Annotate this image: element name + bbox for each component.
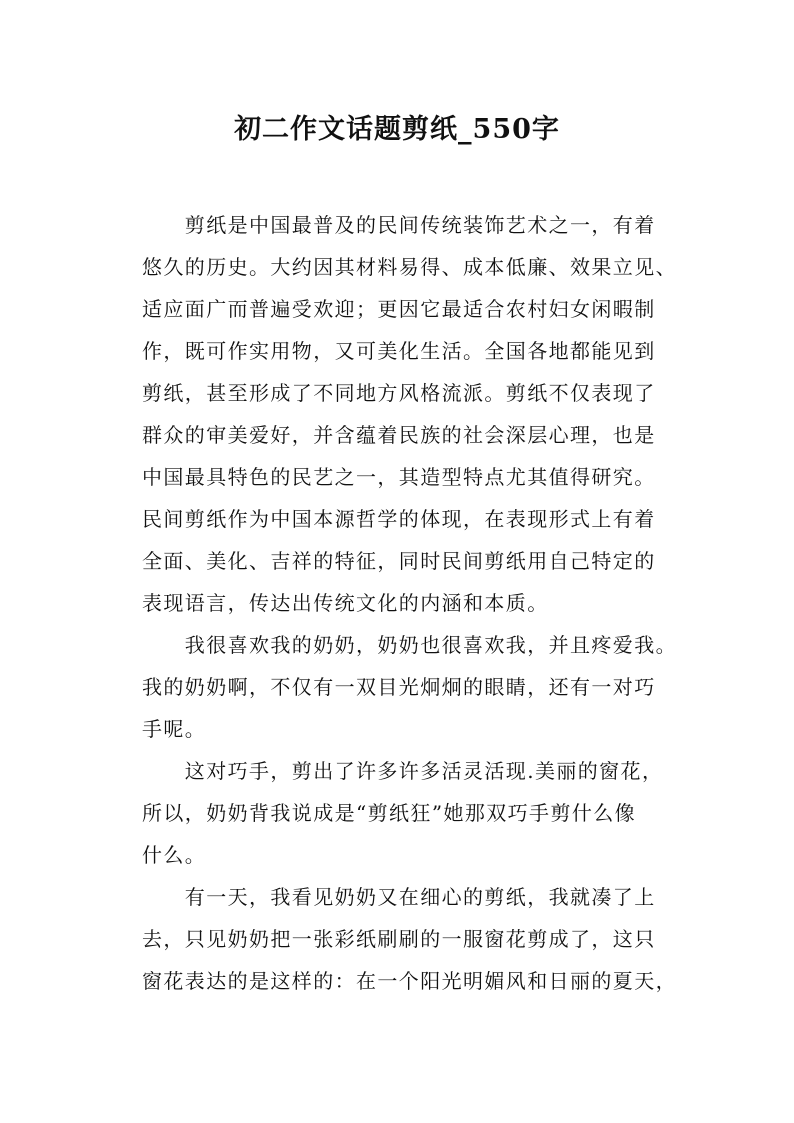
text-line: 我的奶奶啊，不仅有一双目光炯炯的眼睛，还有一对巧	[142, 675, 656, 699]
text-line: 剪纸，甚至形成了不同地方风格流派。剪纸不仅表现了	[142, 381, 656, 405]
text-line: 窗花表达的是这样的：在一个阳光明媚风和日丽的夏天，	[142, 969, 677, 993]
text-line: 全面、美化、吉祥的特征，同时民间剪纸用自己特定的	[142, 549, 656, 573]
text-line: 剪纸是中国最普及的民间传统装饰艺术之一，有着	[142, 213, 656, 237]
text-line: 去，只见奶奶把一张彩纸刷刷的一服窗花剪成了，这只	[142, 927, 656, 951]
text-line: 所以，奶奶背我说成是“剪纸狂”她那双巧手剪什么像	[142, 801, 637, 825]
text-line: 作，既可作实用物，又可美化生活。全国各地都能见到	[142, 339, 656, 363]
text-line: 群众的审美爱好，并含蕴着民族的社会深层心理，也是	[142, 423, 656, 447]
text-line: 中国最具特色的民艺之一，其造型特点尤其值得研究。	[142, 465, 656, 489]
text-line: 民间剪纸作为中国本源哲学的体现，在表现形式上有着	[142, 507, 656, 531]
document-title: 初二作文话题剪纸_550字	[234, 114, 560, 145]
text-line: 这对巧手，剪出了许多许多活灵活现.美丽的窗花，	[142, 759, 664, 783]
text-line: 有一天，我看见奶奶又在细心的剪纸，我就凑了上	[142, 885, 656, 909]
document-body	[142, 204, 677, 1002]
text-line: 我很喜欢我的奶奶，奶奶也很喜欢我，并且疼爱我。	[142, 633, 677, 657]
text-line: 表现语言，传达出传统文化的内涵和本质。	[142, 591, 549, 615]
text-line: 悠久的历史。大约因其材料易得、成本低廉、效果立见、	[142, 255, 677, 279]
text-line: 手呢。	[142, 717, 207, 741]
text-line: 适应面广而普遍受欢迎；更因它最适合农村妇女闲暇制	[142, 297, 656, 321]
text-line: 什么。	[142, 843, 207, 867]
